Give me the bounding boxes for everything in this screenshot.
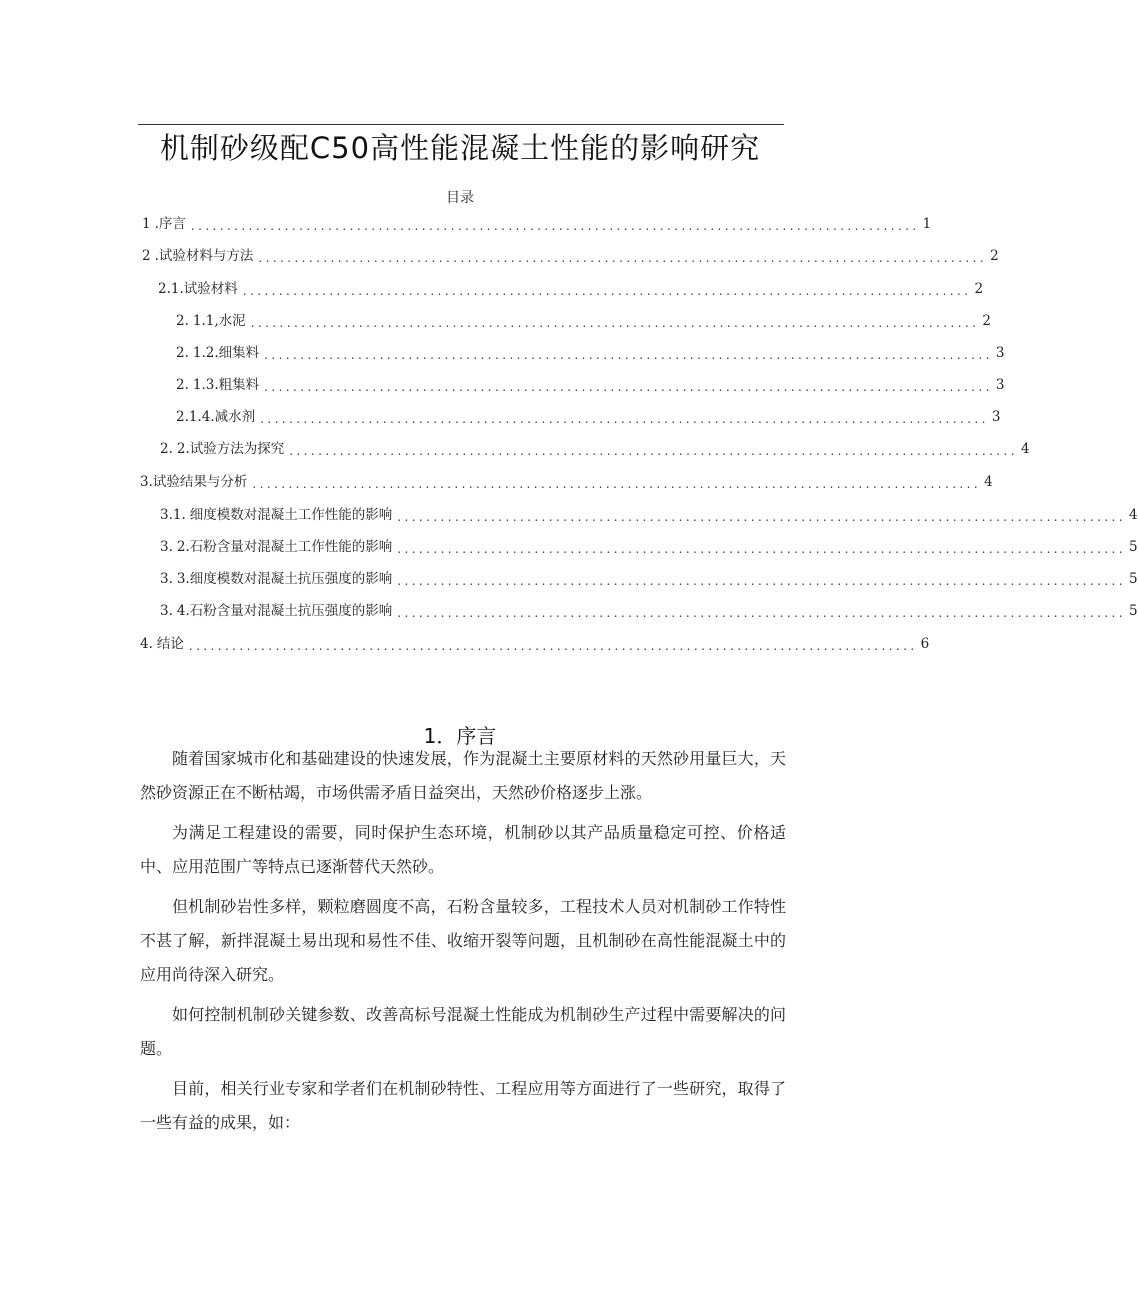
toc-entry-title: .序言 xyxy=(154,216,186,232)
toc-heading: 目录 xyxy=(446,190,474,206)
toc-dot-leader: ..................................................................................................... xyxy=(397,606,1126,620)
toc-entry[interactable] xyxy=(160,504,1138,526)
toc-entry-page: 6 xyxy=(920,636,930,652)
toc-entry-page: 1 xyxy=(922,216,932,232)
toc-entry[interactable] xyxy=(142,213,932,235)
toc-dot-leader: ..................................................................................................... xyxy=(289,444,1018,458)
paragraph: 但机制砂岩性多样，颗粒磨圆度不高，石粉含量较多，工程技术人员对机制砂工作特性不甚了解，新拌混凝土易出现和易性不佳、收缩开裂等问题，且机制砂在高性能混凝土中的应用尚待深入研究。 xyxy=(140,897,786,984)
body-text xyxy=(140,742,786,1140)
toc-entry-number: 4. xyxy=(140,636,153,652)
toc-entry-title: 2.石粉含量对混凝土工作性能的影响 xyxy=(176,539,393,555)
toc-entry[interactable] xyxy=(142,245,999,267)
toc-dot-leader: ..................................................................................................... xyxy=(264,348,993,362)
toc-entry-page: 3 xyxy=(995,377,1005,393)
toc-entry[interactable] xyxy=(140,471,993,493)
toc-entry[interactable] xyxy=(176,342,1005,364)
toc-entry-title: 3.细度模数对混凝土抗压强度的影响 xyxy=(176,571,393,587)
toc-entry[interactable] xyxy=(160,600,1138,622)
toc-entry[interactable] xyxy=(160,438,1030,460)
toc-entry-page: 2 xyxy=(982,313,991,329)
toc-dot-leader: ..................................................................................................... xyxy=(252,477,982,491)
toc-dot-leader: ..................................................................................................... xyxy=(397,574,1126,588)
toc-entry-number: 2. xyxy=(176,313,189,329)
toc-entry-page: 4 xyxy=(1128,507,1138,523)
toc-entry-title: 3.试验结果与分析 xyxy=(140,474,248,490)
toc-entry[interactable] xyxy=(176,374,1005,396)
toc-entry-page: 5 xyxy=(1128,539,1138,555)
toc-entry[interactable] xyxy=(176,406,1001,428)
toc-entry-number: 3. xyxy=(160,603,173,619)
section-heading: 1．序言 xyxy=(423,724,497,748)
toc-entry-page: 4 xyxy=(984,474,993,490)
toc-dot-leader: ..................................................................................................... xyxy=(242,284,972,298)
toc-dot-leader: ..................................................................................................... xyxy=(397,542,1126,556)
paragraph: 为满足工程建设的需要，同时保护生态环境，机制砂以其产品质量稳定可控、价格适中、应用范围广等特点已逐渐替代天然砂。 xyxy=(140,823,786,876)
toc-dot-leader: ..................................................................................................... xyxy=(190,219,920,233)
toc-entry-number: 3. xyxy=(160,571,173,587)
toc-entry-title: 细度模数对混凝土工作性能的影响 xyxy=(189,507,393,523)
toc-entry-number: 2 xyxy=(142,248,151,264)
toc-entry-title: 1.3.粗集料 xyxy=(192,377,260,393)
toc-entry-number: 1 xyxy=(142,216,151,232)
toc-entry-page: 5 xyxy=(1128,571,1138,587)
document-title: 机制砂级配C50高性能混凝土性能的影响研究 xyxy=(159,131,761,165)
toc-entry[interactable] xyxy=(160,536,1138,558)
toc-dot-leader: ..................................................................................................... xyxy=(258,251,988,265)
toc-entry-page: 5 xyxy=(1128,603,1138,619)
toc-entry-page: 3 xyxy=(991,409,1001,425)
toc-dot-leader: ..................................................................................................... xyxy=(250,316,980,330)
toc-entry-number: 2. xyxy=(160,441,173,457)
toc-entry-number: 3.1. xyxy=(160,507,186,523)
toc-entry-title: 1.1,水泥 xyxy=(192,313,246,329)
toc-entry-title: .试验材料与方法 xyxy=(154,248,254,264)
toc-entry-title: 结论 xyxy=(156,636,184,652)
toc-entry-page: 2 xyxy=(990,248,999,264)
toc-entry-title: 2.试验方法为探究 xyxy=(176,441,285,457)
toc-entry-title: 2.1.试验材料 xyxy=(158,281,238,297)
toc-dot-leader: ..................................................................................................... xyxy=(188,639,918,653)
toc-entry[interactable] xyxy=(176,310,991,332)
paragraph: 随着国家城市化和基础建设的快速发展，作为混凝土主要原材料的天然砂用量巨大，天然砂资源正在不断枯竭，市场供需矛盾日益突出，天然砂价格逐步上涨。 xyxy=(140,749,786,802)
toc-entry-number: 2. xyxy=(176,377,189,393)
toc-entry-title: 4.石粉含量对混凝土抗压强度的影响 xyxy=(176,603,393,619)
header-rule xyxy=(138,124,784,125)
toc-entry[interactable] xyxy=(158,278,984,300)
toc-dot-leader: ..................................................................................................... xyxy=(264,380,993,394)
toc-entry-number: 3. xyxy=(160,539,173,555)
toc-entry-title: 1.2.细集料 xyxy=(192,345,260,361)
toc-entry[interactable] xyxy=(160,568,1138,590)
toc-entry-number: 2. xyxy=(176,345,189,361)
toc-entry-title: 2.1.4.减水剂 xyxy=(176,409,256,425)
toc-entry-page: 2 xyxy=(974,281,984,297)
toc-entry-page: 4 xyxy=(1020,441,1030,457)
toc-dot-leader: ..................................................................................................... xyxy=(397,510,1126,524)
toc-dot-leader: ..................................................................................................... xyxy=(260,412,989,426)
paragraph: 目前，相关行业专家和学者们在机制砂特性、工程应用等方面进行了一些研究，取得了一些有益的成果，如： xyxy=(140,1079,786,1132)
toc-entry[interactable] xyxy=(140,633,930,655)
toc-entry-page: 3 xyxy=(995,345,1005,361)
paragraph: 如何控制机制砂关键参数、改善高标号混凝土性能成为机制砂生产过程中需要解决的问题。 xyxy=(140,1005,786,1058)
